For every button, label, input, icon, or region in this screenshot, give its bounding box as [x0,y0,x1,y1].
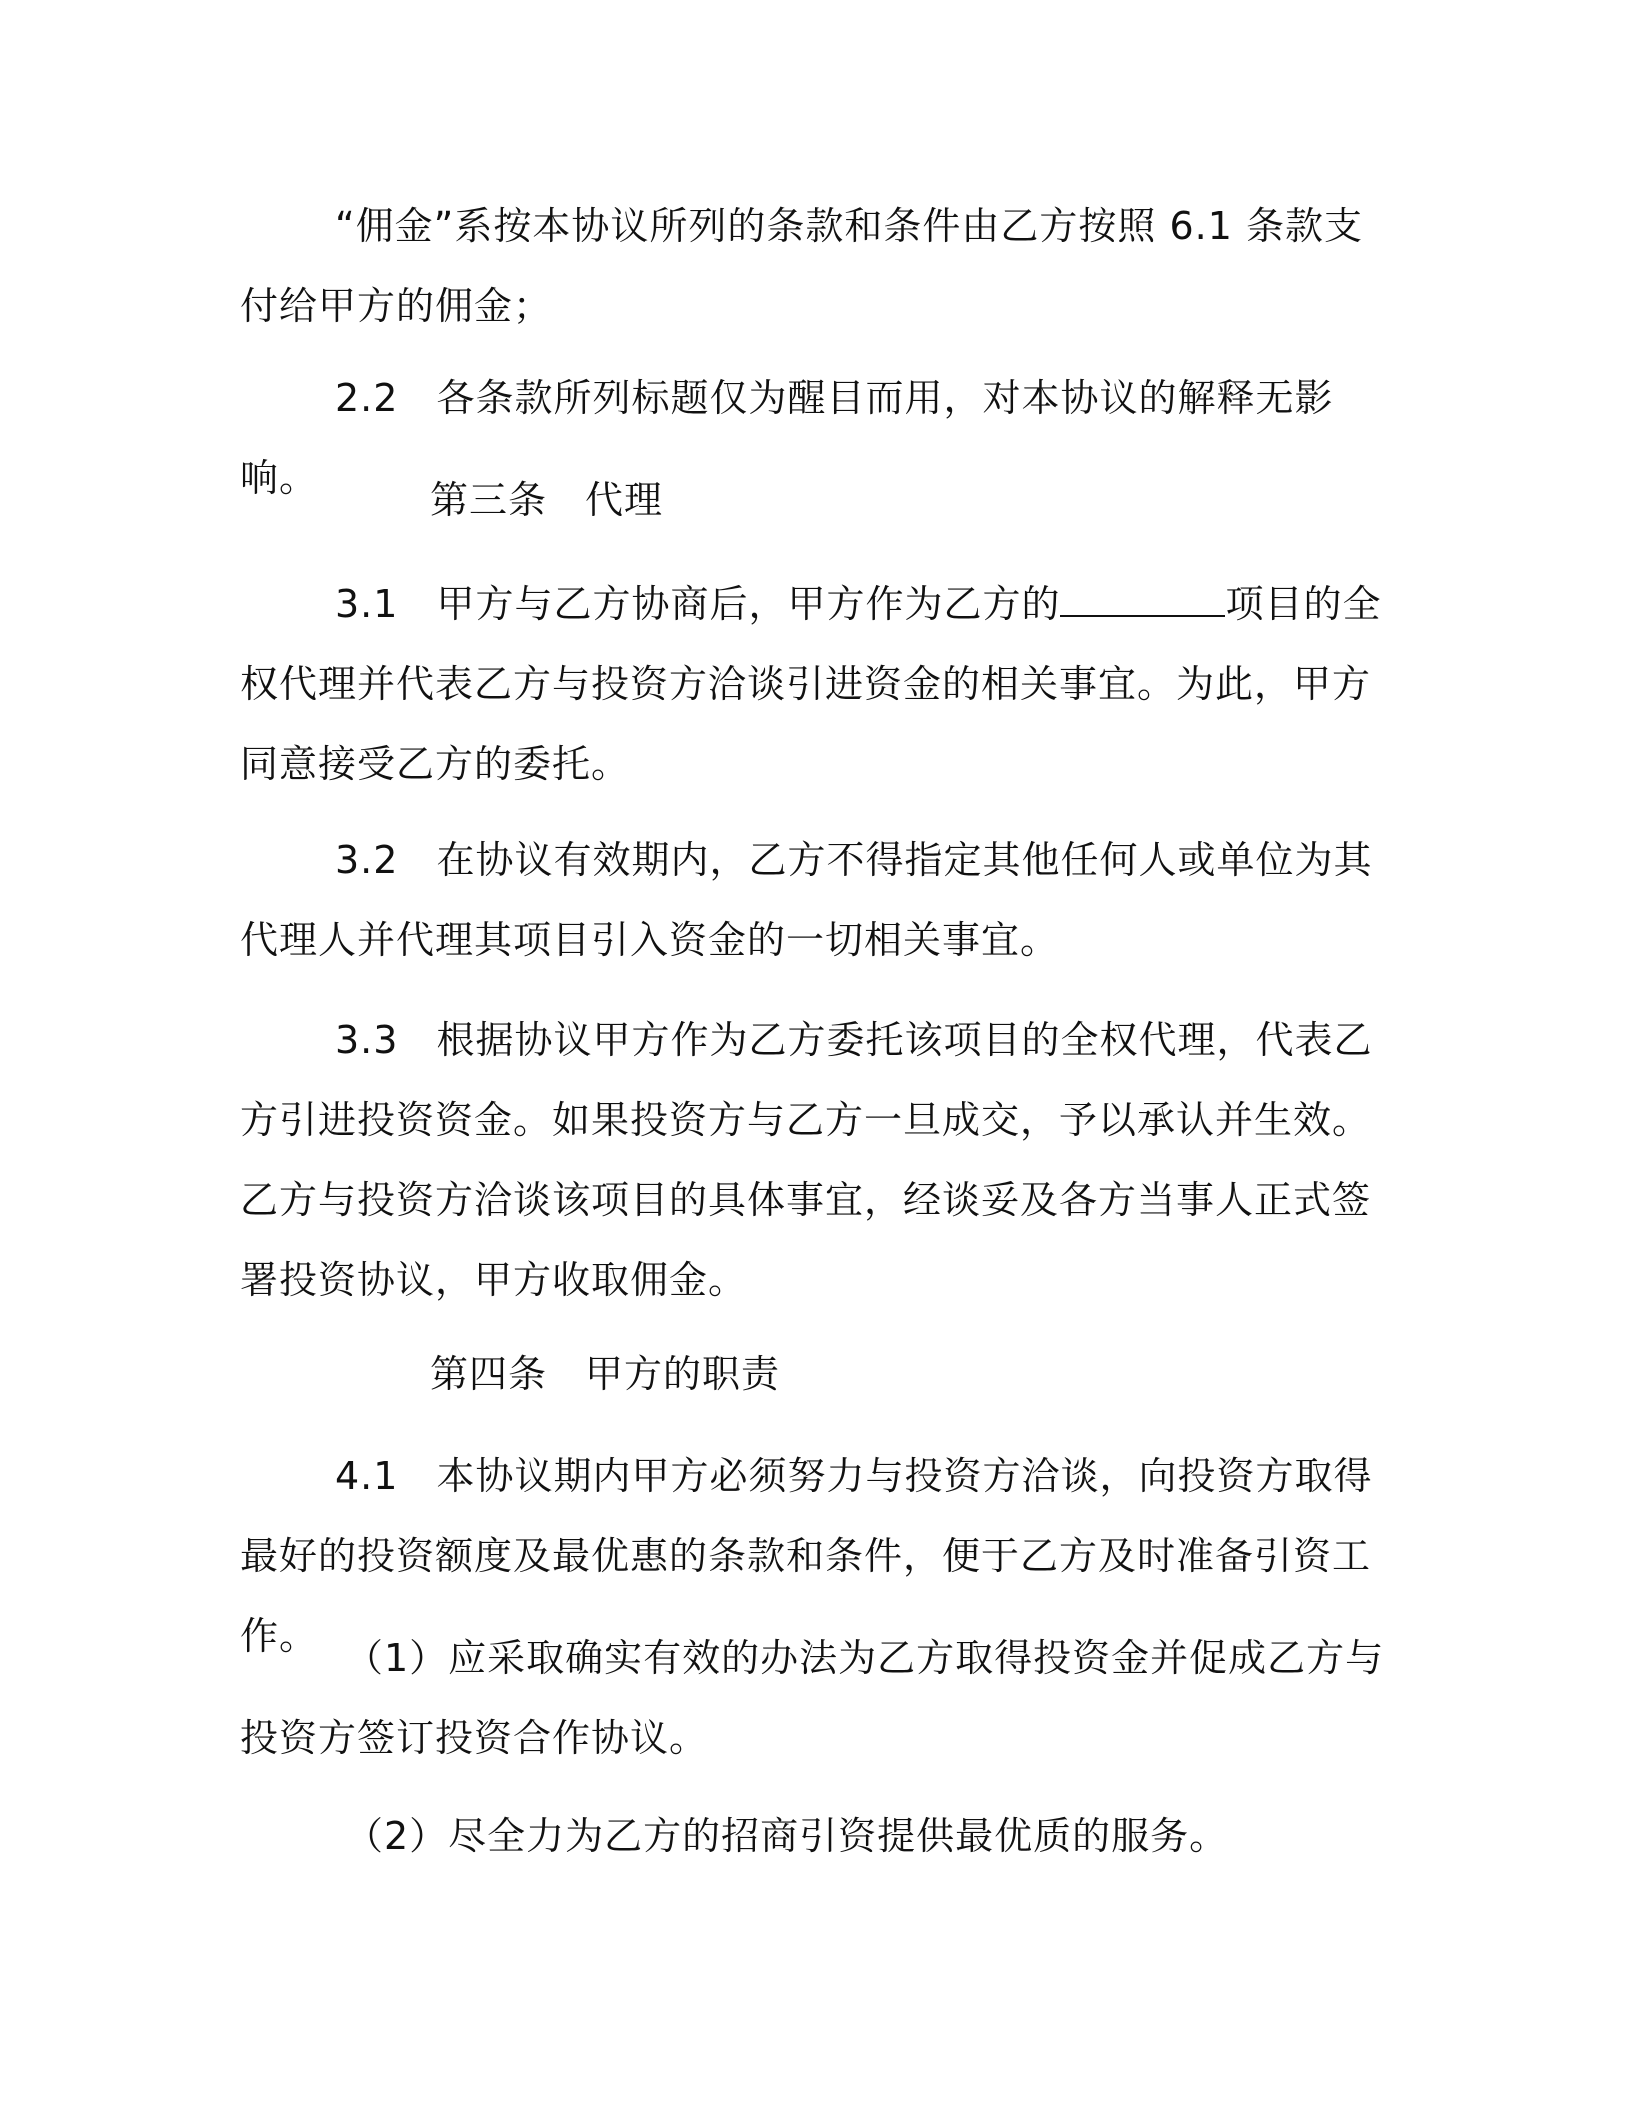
duty-item-1 [240,1618,1390,1778]
paragraph-text: 项目的全权代理并代表乙方与投资方洽谈引进资金的相关事宜。为此，甲方同意接受乙方的委托。 [240,582,1382,786]
clause-number: 3.1 [335,582,399,626]
paragraph-text: 根据协议甲方作为乙方委托该项目的全权代理，代表乙方引进投资资金。如果投资方与乙方一旦成交，予以承认并生效。乙方与投资方洽谈该项目的具体事宜，经谈妥及各方当事人正式签署投资协议，甲方收取佣金。 [240,1018,1373,1302]
clause-3-2 [240,820,1390,980]
clause-3-1 [240,564,1390,804]
paragraph-text: 本协议期内甲方必须努力与投资方洽谈，向投资方取得最好的投资额度及最优惠的条款和条件，便于乙方及时准备引资工作。 [240,1454,1373,1658]
paragraph-text: （1）应采取确实有效的办法为乙方取得投资金并促成乙方与投资方签订投资合作协议。 [240,1636,1385,1760]
definition-commission-paragraph [240,186,1390,346]
article-4-heading [240,1334,1390,1414]
blank-field [1060,581,1225,617]
article-label: 第四条 [430,1352,548,1396]
clause-number: 2.2 [335,376,399,420]
clause-number: 3.2 [335,838,399,882]
clause-3-3 [240,1000,1390,1320]
article-3-heading [240,460,1390,540]
article-title: 甲方的职责 [585,1352,781,1396]
paragraph-text: 各条款所列标题仅为醒目而用，对本协议的解释无影响。 [240,376,1334,500]
clause-number: 4.1 [335,1454,399,1498]
paragraph-text: （2）尽全力为乙方的招商引资提供最优质的服务。 [345,1814,1229,1858]
paragraph-text: 甲方与乙方协商后，甲方作为乙方的 [436,582,1061,626]
paragraph-text: 在协议有效期内，乙方不得指定其他任何人或单位为其代理人并代理其项目引入资金的一切相关事宜。 [240,838,1373,962]
clause-number: 3.3 [335,1018,399,1062]
paragraph-text: “佣金”系按本协议所列的条款和条件由乙方按照 6.1 条款支付给甲方的佣金； [240,204,1363,328]
duty-item-2 [240,1796,1390,1876]
article-title: 代理 [585,478,664,522]
article-label: 第三条 [430,478,548,522]
